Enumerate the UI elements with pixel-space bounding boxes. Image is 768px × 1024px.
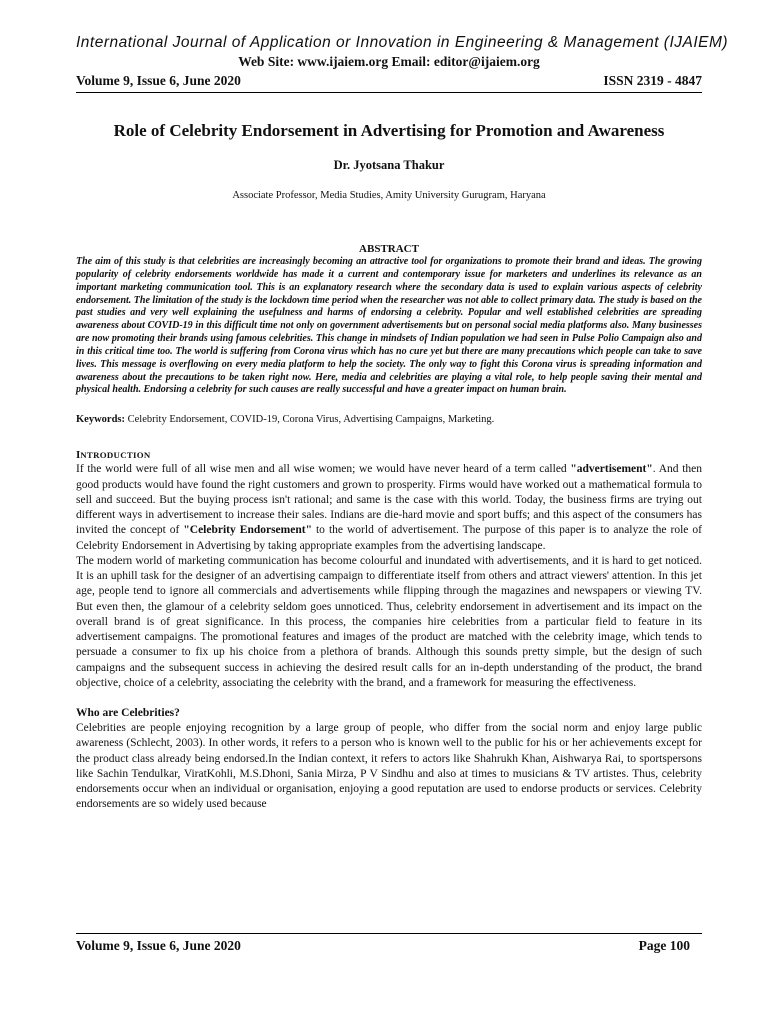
- header-issn: ISSN 2319 - 4847: [603, 73, 702, 88]
- intro-p1-advertisement: "advertisement": [570, 463, 653, 476]
- page-footer: [76, 933, 702, 954]
- abstract-text: The aim of this study is that celebrities are increasingly becoming an attractive tool for organizations to promote their brand and ideas. The growing popularity of celebrity endorsements worldwide has made it a current and contemporary issue for marketers and underlines its relevance as an important marketing communication tool. This is an explanatory research where the secondary data is used to explain various aspects of celebrity endorsement. The limitation of the study is the lockdown time period when the researcher was not able to collect primary data. The study is based on the past studies and very well explaining the usefulness and harms of endorsing a celebrity. Popular and well established celebrities are spreading awareness about COVID-19 in this difficult time not only on government advertisements but on personal social media platforms also. Many businesses are now promoting their brands using famous celebrities. This change in mindsets of Indian population we had seen in Pulse Polio Campaign also and in this critical time too. The world is suffering from Corona virus which has no cure yet but there are many precautions which people can take to save lives. This message is overflowing on every media platform to help the society. The only way to fight this Corona virus is spreading information and awareness about the precautions to be taken right now. Here, media and celebrities are playing a vital role, to help people saving their mental and physical health. Endorsing a celebrity for such causes are really successful and have a greater impact on human brain.: [76, 256, 702, 396]
- author-affiliation: Associate Professor, Media Studies, Amity University Gurugram, Haryana: [232, 190, 546, 201]
- introduction-paragraph-1: [76, 462, 702, 554]
- introduction-heading-initial: I: [76, 449, 81, 462]
- intro-p1-part-e: to the world of advertisement. The purpose of this paper is to analyze the role of Celebrity Endorsement in Advertising by taking appropriate examples from the advertising landscape.: [76, 524, 703, 552]
- celebrities-heading: Who are Celebrities?: [76, 707, 180, 720]
- journal-name: International Journal of Application or Innovation in Engineering & Management (IJAIEM): [76, 34, 729, 51]
- footer-volume: Volume 9, Issue 6, June 2020: [76, 938, 241, 953]
- introduction-paragraph-2: The modern world of marketing communication has become colourful and inundated with advertisements, and it is hard to get noticed. It is an uphill task for the designer of an advertising campaign to differentiate itself from others and attract viewers' attention. In this jet age, people tend to ignore all commercials and advertisements while flipping through the magazines and newspapers or viewing TV. But even then, the glamour of a celebrity seldom goes unnoticed. Thus, celebrity endorsement in advertisement and its impact on the overall brand is of great significance. In this process, the companies hire celebrities from a particular field to feature in its advertisement campaigns. The promotional features and images of the product are matched with the celebrity image, which tends to persuade a consumer to fix up his choice from a plethora of brands. Although this sounds pretty simple, but the design of such campaigns and the subsequent success in achieving the desired result calls for an in-depth understanding of the product, the brand objective, choice of a celebrity, associating the celebrity with the brand, and a framework for measuring the effectiveness.: [76, 554, 702, 689]
- celebrities-paragraph-1: Celebrities are people enjoying recognition by a large group of people, who differ from the social norm and enjoy large public awareness (Schlecht, 2003). In other words, it refers to a person who is known well to the public for his or her achievements except for the product class already being endorsed.In the Indian context, it refers to actors like Shahrukh Khan, Aishwarya Rai, to sportspersons like Sachin Tendulkar, ViratKohli, M.S.Dhoni, Sania Mirza, P V Sindhu and also at times to musicians & TV artistes. Thus, celebrity endorsements occur when an individual or organisation, enjoying a good reputation are used to endorse products or services. Celebrity endorsements are so widely used because: [76, 722, 702, 811]
- paper-author: Dr. Jyotsana Thakur: [333, 158, 445, 172]
- intro-p1-part-c: . And then good products would have found the right customers and grown to prosperity. Firms would have worked out a mathematical formula to sell and succeed. But the buying process isn't rational; and same is the case with this world. Today, the business firms are trying out different ways in advertisement to increase their sales. Indians are die-hard movie and sport buffs; and this aspect of the consumers has invited the concept of: [76, 463, 702, 537]
- journal-website: Web Site: www.ijaiem.org Email: editor@ijaiem.org: [238, 54, 540, 69]
- keywords-label: Keywords:: [76, 414, 125, 426]
- intro-p1-celebrity-endorsement: "Celebrity Endorsement": [183, 524, 312, 537]
- paper-title: Role of Celebrity Endorsement in Advertising for Promotion and Awareness: [113, 121, 665, 140]
- page-content: [76, 34, 729, 813]
- abstract-heading: ABSTRACT: [359, 243, 419, 255]
- introduction-heading: [76, 449, 702, 462]
- footer-row: [76, 938, 702, 954]
- intro-p1-part-a: If the world were full of all wise men and all wise women; we would have never heard of a term called: [76, 463, 571, 476]
- header-volume: Volume 9, Issue 6, June 2020: [76, 73, 241, 88]
- header-rule: [76, 92, 702, 93]
- footer-rule: [76, 933, 702, 934]
- keywords-line: [76, 414, 702, 425]
- introduction-heading-rest: NTRODUCTION: [80, 450, 151, 461]
- keywords-text: Celebrity Endorsement, COVID-19, Corona Virus, Advertising Campaigns, Marketing.: [125, 414, 495, 426]
- footer-page-number: Page 100: [638, 938, 690, 953]
- header-volume-row: [76, 72, 702, 89]
